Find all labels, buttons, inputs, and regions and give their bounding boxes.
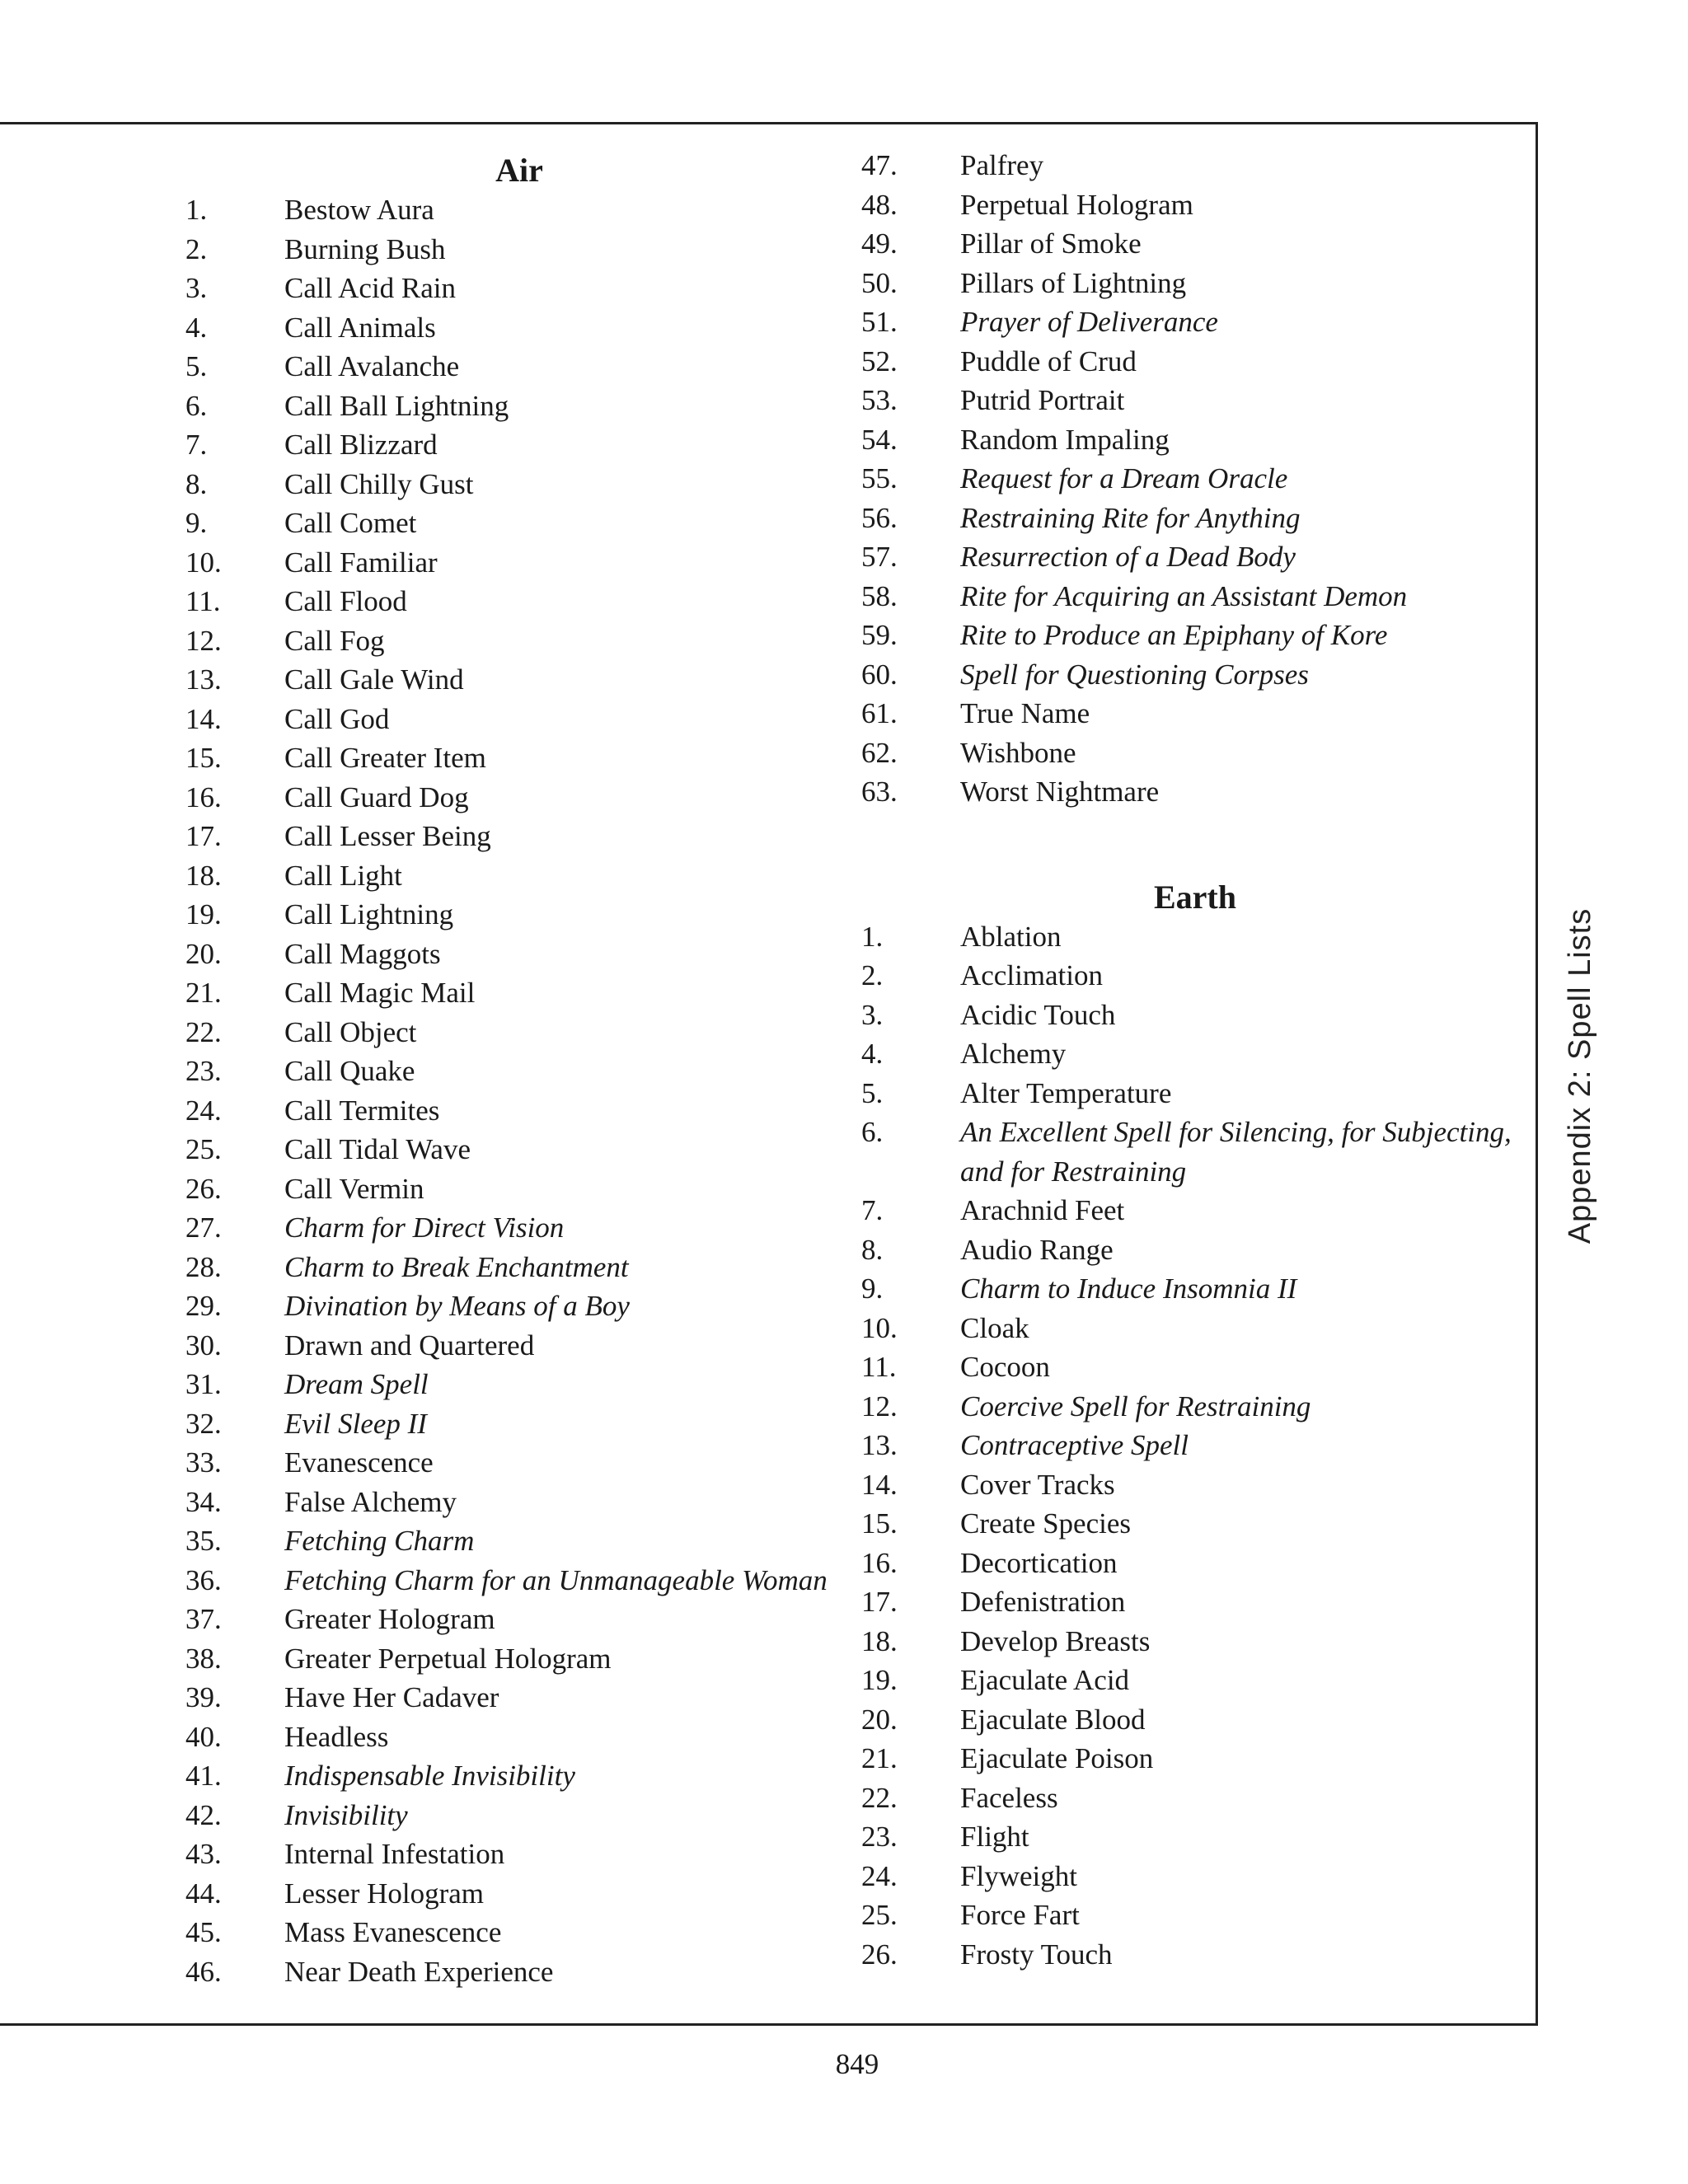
spell-list-item xyxy=(185,973,845,1013)
spell-number: 58. xyxy=(861,579,898,612)
spell-number: 5. xyxy=(861,1076,884,1109)
spell-number: 11. xyxy=(185,585,221,617)
spell-number: 1. xyxy=(861,920,884,953)
spell-list-item xyxy=(861,224,1529,264)
spell-name: False Alchemy xyxy=(284,1485,457,1518)
spell-name: Call Flood xyxy=(284,585,407,617)
spell-list-item xyxy=(185,1286,845,1326)
spell-list-item xyxy=(861,996,1529,1035)
spell-list-item xyxy=(185,465,845,504)
spell-name: Call Gale Wind xyxy=(284,663,464,696)
spell-name: Ablation xyxy=(960,920,1062,953)
spell-list-item xyxy=(185,621,845,661)
spell-name: Request for a Dream Oracle xyxy=(960,462,1288,494)
spell-number: 18. xyxy=(185,859,222,892)
spell-name: Greater Perpetual Hologram xyxy=(284,1642,612,1675)
spell-number: 22. xyxy=(185,1015,222,1048)
spell-name: Worst Nightmare xyxy=(960,776,1160,808)
spell-number: 62. xyxy=(861,736,898,769)
spell-name: Call Maggots xyxy=(284,937,441,970)
spell-list-item xyxy=(861,616,1529,655)
spell-name: Charm for Direct Vision xyxy=(284,1212,565,1244)
spell-name: Call Familiar xyxy=(284,546,438,579)
spell-list-item xyxy=(861,381,1529,420)
spell-number: 6. xyxy=(861,1116,884,1148)
spell-name: Force Fart xyxy=(960,1899,1080,1931)
spell-list-item xyxy=(185,1483,845,1522)
spell-name: Create Species xyxy=(960,1507,1131,1540)
spell-list-item xyxy=(185,1561,845,1601)
spell-list-item xyxy=(861,499,1529,538)
page-frame xyxy=(0,122,1538,2026)
air-column xyxy=(185,151,845,1991)
spell-number: 45. xyxy=(185,1916,222,1948)
spell-number: 38. xyxy=(185,1642,222,1675)
spell-number: 13. xyxy=(861,1429,898,1461)
spell-name: Ejaculate Acid xyxy=(960,1664,1130,1696)
spell-number: 14. xyxy=(185,702,222,735)
spell-number: 3. xyxy=(861,998,884,1031)
spell-number: 34. xyxy=(185,1485,222,1518)
spell-number: 37. xyxy=(185,1603,222,1635)
spell-list-item xyxy=(185,190,845,230)
spell-list-item xyxy=(185,1365,845,1404)
spell-list-item xyxy=(861,264,1529,303)
spell-name: Charm to Induce Insomnia II xyxy=(960,1272,1297,1305)
spell-name: Cloak xyxy=(960,1311,1029,1344)
spell-number: 12. xyxy=(185,624,222,657)
appendix-side-label xyxy=(1548,894,1614,1257)
spell-list-item xyxy=(861,1074,1529,1113)
spell-name: Frosty Touch xyxy=(960,1938,1113,1971)
spell-list-item xyxy=(861,1779,1529,1818)
spell-number: 19. xyxy=(185,898,222,930)
spell-list-item xyxy=(185,1248,845,1287)
spell-list-item xyxy=(861,655,1529,695)
spell-number: 31. xyxy=(185,1368,222,1400)
spell-name: Call Lightning xyxy=(284,898,454,930)
spell-list-item xyxy=(861,1230,1529,1270)
spell-name: Call Greater Item xyxy=(284,742,486,774)
spell-number: 2. xyxy=(861,959,884,991)
spell-number: 21. xyxy=(185,977,222,1009)
spell-list-item xyxy=(185,230,845,269)
spell-number: 47. xyxy=(861,149,898,181)
spell-name: Acidic Touch xyxy=(960,998,1116,1031)
spell-list-item xyxy=(185,1521,845,1561)
spell-list-item xyxy=(185,1326,845,1366)
spell-list-item xyxy=(185,269,845,308)
air-spell-list xyxy=(185,190,845,1991)
spell-number: 32. xyxy=(185,1407,222,1440)
section-gap xyxy=(861,812,1529,878)
spell-name: Divination by Means of a Boy xyxy=(284,1290,630,1322)
right-column xyxy=(861,146,1529,1974)
spell-list-item xyxy=(185,660,845,700)
spell-number: 7. xyxy=(861,1194,884,1226)
spell-number: 9. xyxy=(861,1272,884,1305)
spell-number: 25. xyxy=(185,1133,222,1165)
spell-number: 50. xyxy=(861,266,898,299)
spell-name: Call Chilly Gust xyxy=(284,467,474,500)
spell-number: 44. xyxy=(185,1877,222,1910)
spell-list-item xyxy=(861,917,1529,957)
spell-name: Spell for Questioning Corpses xyxy=(960,658,1309,691)
spell-number: 43. xyxy=(185,1838,222,1870)
spell-name: Palfrey xyxy=(960,149,1044,181)
spell-list-item xyxy=(861,1465,1529,1505)
spell-list-item xyxy=(185,817,845,856)
spell-number: 39. xyxy=(185,1681,222,1713)
spell-number: 15. xyxy=(861,1507,898,1540)
spell-number: 41. xyxy=(185,1760,222,1792)
spell-name: Decortication xyxy=(960,1546,1118,1579)
spell-list-item xyxy=(185,1952,845,1992)
spell-number: 5. xyxy=(185,350,208,382)
spell-name: Internal Infestation xyxy=(284,1838,505,1870)
spell-list-item xyxy=(861,1504,1529,1544)
spell-number: 26. xyxy=(185,1172,222,1205)
page-number: 849 xyxy=(835,2048,879,2080)
spell-number: 29. xyxy=(185,1290,222,1322)
spell-name: Greater Hologram xyxy=(284,1603,495,1635)
spell-name: Lesser Hologram xyxy=(284,1877,485,1910)
spell-name: Restraining Rite for Anything xyxy=(960,501,1301,534)
spell-number: 18. xyxy=(861,1624,898,1657)
spell-list-item xyxy=(185,582,845,621)
spell-name: Call Quake xyxy=(284,1055,415,1087)
spell-list-item xyxy=(861,1622,1529,1661)
spell-number: 57. xyxy=(861,541,898,573)
earth-heading: Earth xyxy=(1154,878,1236,916)
spell-number: 1. xyxy=(185,194,208,226)
spell-name: Arachnid Feet xyxy=(960,1194,1125,1226)
spell-name: Faceless xyxy=(960,1781,1058,1814)
spell-list-item xyxy=(861,1309,1529,1348)
spell-name: Fetching Charm for an Unmanageable Woman xyxy=(284,1563,828,1596)
spell-name: Ejaculate Poison xyxy=(960,1742,1154,1774)
spell-name: Perpetual Hologram xyxy=(960,188,1193,221)
spell-name: Putrid Portrait xyxy=(960,384,1125,416)
spell-number: 21. xyxy=(861,1742,898,1774)
spell-number: 16. xyxy=(861,1546,898,1579)
spell-list-item xyxy=(185,1756,845,1796)
spell-number: 63. xyxy=(861,776,898,808)
spell-list-item xyxy=(861,1896,1529,1935)
spell-number: 60. xyxy=(861,658,898,691)
spell-number: 15. xyxy=(185,742,222,774)
spell-name: Evanescence xyxy=(284,1446,434,1479)
spell-list-item xyxy=(861,1113,1529,1191)
spell-name: Fetching Charm xyxy=(284,1525,475,1557)
spell-name: Call God xyxy=(284,702,390,735)
spell-list-item xyxy=(861,1347,1529,1387)
spell-number: 8. xyxy=(185,467,208,500)
spell-list-item xyxy=(861,342,1529,382)
spell-name: Random Impaling xyxy=(960,423,1170,456)
spell-name: Cover Tracks xyxy=(960,1468,1115,1501)
spell-list-item xyxy=(185,543,845,583)
spell-list-item xyxy=(185,700,845,739)
spell-name: An Excellent Spell for Silencing, for Subjecting, and for Restraining xyxy=(960,1116,1512,1188)
spell-list-item xyxy=(861,420,1529,460)
spell-number: 35. xyxy=(185,1525,222,1557)
spell-name: Resurrection of a Dead Body xyxy=(960,541,1296,573)
spell-name: Burning Bush xyxy=(284,232,446,265)
spell-name: Mass Evanescence xyxy=(284,1916,502,1948)
spell-list-item xyxy=(861,1269,1529,1309)
spell-name: Coercive Spell for Restraining xyxy=(960,1390,1311,1422)
spell-number: 24. xyxy=(861,1859,898,1892)
spell-number: 30. xyxy=(185,1329,222,1361)
spell-number: 23. xyxy=(861,1821,898,1853)
spell-number: 40. xyxy=(185,1720,222,1753)
spell-number: 12. xyxy=(861,1390,898,1422)
spell-list-item xyxy=(861,302,1529,342)
spell-name: Evil Sleep II xyxy=(284,1407,427,1440)
spell-name: Dream Spell xyxy=(284,1368,429,1400)
spell-list-item xyxy=(861,577,1529,616)
side-label-text: Appendix 2: Spell Lists xyxy=(1563,907,1598,1244)
spell-list-item xyxy=(185,387,845,426)
spell-name: Bestow Aura xyxy=(284,194,434,226)
spell-name: Audio Range xyxy=(960,1233,1114,1266)
spell-list-item xyxy=(185,1600,845,1639)
spell-list-item xyxy=(185,895,845,935)
spell-name: Flight xyxy=(960,1821,1029,1853)
spell-number: 3. xyxy=(185,272,208,304)
spell-list-item xyxy=(185,1835,845,1874)
spell-list-item xyxy=(185,935,845,974)
spell-list-item xyxy=(861,1034,1529,1074)
spell-number: 17. xyxy=(185,820,222,852)
spell-name: Alchemy xyxy=(960,1038,1067,1070)
spell-list-item xyxy=(861,146,1529,185)
spell-name: Near Death Experience xyxy=(284,1955,554,1988)
spell-name: Have Her Cadaver xyxy=(284,1681,499,1713)
spell-number: 49. xyxy=(861,227,898,260)
spell-name: Pillar of Smoke xyxy=(960,227,1142,260)
spell-number: 61. xyxy=(861,697,898,729)
spell-name: Indispensable Invisibility xyxy=(284,1760,575,1792)
spell-list-item xyxy=(185,1091,845,1131)
spell-name: Call Light xyxy=(284,859,402,892)
spell-name: Charm to Break Enchantment xyxy=(284,1250,629,1283)
spell-number: 10. xyxy=(861,1311,898,1344)
spell-list-item xyxy=(185,778,845,818)
spell-list-item xyxy=(861,1426,1529,1465)
spell-list-item xyxy=(185,425,845,465)
spell-name: Flyweight xyxy=(960,1859,1077,1892)
spell-name: Headless xyxy=(284,1720,389,1753)
spell-list-item xyxy=(185,738,845,778)
spell-number: 22. xyxy=(861,1781,898,1814)
spell-list-item xyxy=(861,1544,1529,1583)
spell-list-item xyxy=(861,459,1529,499)
spell-list-item xyxy=(185,1443,845,1483)
spell-list-item xyxy=(185,856,845,896)
spell-number: 7. xyxy=(185,429,208,461)
spell-number: 53. xyxy=(861,384,898,416)
spell-name: Drawn and Quartered xyxy=(284,1329,535,1361)
spell-number: 4. xyxy=(861,1038,884,1070)
air-heading: Air xyxy=(495,152,543,189)
spell-list-item xyxy=(185,1796,845,1835)
spell-list-item xyxy=(861,733,1529,773)
spell-name: Wishbone xyxy=(960,736,1076,769)
spell-name: Alter Temperature xyxy=(960,1076,1172,1109)
spell-list-item xyxy=(185,1639,845,1679)
spell-name: Call Termites xyxy=(284,1094,440,1127)
spell-name: Prayer of Deliverance xyxy=(960,306,1218,338)
spell-list-item xyxy=(185,1130,845,1169)
spell-list-item xyxy=(185,1404,845,1444)
earth-spell-list xyxy=(861,917,1529,1975)
spell-name: True Name xyxy=(960,697,1090,729)
spell-name: Call Blizzard xyxy=(284,429,438,461)
spell-name: Call Acid Rain xyxy=(284,272,457,304)
spell-number: 36. xyxy=(185,1563,222,1596)
spell-list-item xyxy=(185,1169,845,1209)
spell-list-item xyxy=(861,185,1529,225)
spell-name: Acclimation xyxy=(960,959,1104,991)
spell-name: Cocoon xyxy=(960,1351,1050,1383)
spell-list-item xyxy=(185,347,845,387)
spell-name: Defenistration xyxy=(960,1586,1126,1618)
spell-list-item xyxy=(861,1817,1529,1857)
spell-number: 10. xyxy=(185,546,222,579)
spell-name: Contraceptive Spell xyxy=(960,1429,1189,1461)
spell-list-item xyxy=(185,1052,845,1091)
spell-list-item xyxy=(185,308,845,348)
spell-list-item xyxy=(861,1387,1529,1427)
spell-list-item xyxy=(185,1874,845,1914)
spell-number: 27. xyxy=(185,1212,222,1244)
spell-list-item xyxy=(861,1739,1529,1779)
spell-number: 56. xyxy=(861,501,898,534)
spell-number: 8. xyxy=(861,1233,884,1266)
spell-name: Ejaculate Blood xyxy=(960,1703,1146,1736)
spell-number: 51. xyxy=(861,306,898,338)
spell-list-item xyxy=(861,694,1529,733)
spell-list-item xyxy=(861,1582,1529,1622)
spell-name: Call Guard Dog xyxy=(284,780,469,813)
spell-name: Call Fog xyxy=(284,624,385,657)
spell-list-item xyxy=(185,1718,845,1757)
spell-list-item xyxy=(861,956,1529,996)
spell-number: 11. xyxy=(861,1351,897,1383)
spell-number: 54. xyxy=(861,423,898,456)
spell-name: Call Ball Lightning xyxy=(284,389,509,422)
spell-number: 2. xyxy=(185,232,208,265)
air-spell-list-continued xyxy=(861,146,1529,812)
spell-name: Puddle of Crud xyxy=(960,344,1137,377)
spell-number: 20. xyxy=(861,1703,898,1736)
spell-name: Call Avalanche xyxy=(284,350,460,382)
spell-list-item xyxy=(861,1700,1529,1740)
spell-number: 25. xyxy=(861,1899,898,1931)
spell-number: 4. xyxy=(185,311,208,344)
spell-list-item xyxy=(861,1191,1529,1230)
spell-name: Rite for Acquiring an Assistant Demon xyxy=(960,579,1408,612)
spell-list-item xyxy=(185,1678,845,1718)
spell-number: 48. xyxy=(861,188,898,221)
spell-number: 24. xyxy=(185,1094,222,1127)
spell-list-item xyxy=(185,504,845,543)
spell-number: 20. xyxy=(185,937,222,970)
spell-name: Call Comet xyxy=(284,507,417,539)
spell-list-item xyxy=(861,1935,1529,1975)
spell-list-item xyxy=(185,1913,845,1952)
spell-list-item xyxy=(861,772,1529,812)
spell-number: 26. xyxy=(861,1938,898,1971)
spell-number: 13. xyxy=(185,663,222,696)
spell-name: Rite to Produce an Epiphany of Kore xyxy=(960,619,1388,651)
spell-number: 23. xyxy=(185,1055,222,1087)
spell-number: 19. xyxy=(861,1664,898,1696)
spell-number: 16. xyxy=(185,780,222,813)
spell-list-item xyxy=(861,537,1529,577)
spell-name: Call Animals xyxy=(284,311,436,344)
spell-number: 55. xyxy=(861,462,898,494)
spell-list-item xyxy=(185,1013,845,1052)
spell-list-item xyxy=(185,1208,845,1248)
spell-name: Call Object xyxy=(284,1015,417,1048)
spell-number: 28. xyxy=(185,1250,222,1283)
spell-name: Call Lesser Being xyxy=(284,820,491,852)
spell-name: Call Magic Mail xyxy=(284,977,476,1009)
spell-number: 52. xyxy=(861,344,898,377)
spell-name: Pillars of Lightning xyxy=(960,266,1187,299)
spell-number: 17. xyxy=(861,1586,898,1618)
spell-number: 46. xyxy=(185,1955,222,1988)
spell-list-item xyxy=(861,1661,1529,1700)
spell-number: 9. xyxy=(185,507,208,539)
spell-list-item xyxy=(861,1857,1529,1896)
spell-name: Invisibility xyxy=(284,1798,408,1831)
spell-name: Call Vermin xyxy=(284,1172,424,1205)
spell-number: 33. xyxy=(185,1446,222,1479)
spell-name: Develop Breasts xyxy=(960,1624,1151,1657)
spell-number: 59. xyxy=(861,619,898,651)
spell-number: 6. xyxy=(185,389,208,422)
spell-number: 42. xyxy=(185,1798,222,1831)
spell-name: Call Tidal Wave xyxy=(284,1133,471,1165)
spell-number: 14. xyxy=(861,1468,898,1501)
